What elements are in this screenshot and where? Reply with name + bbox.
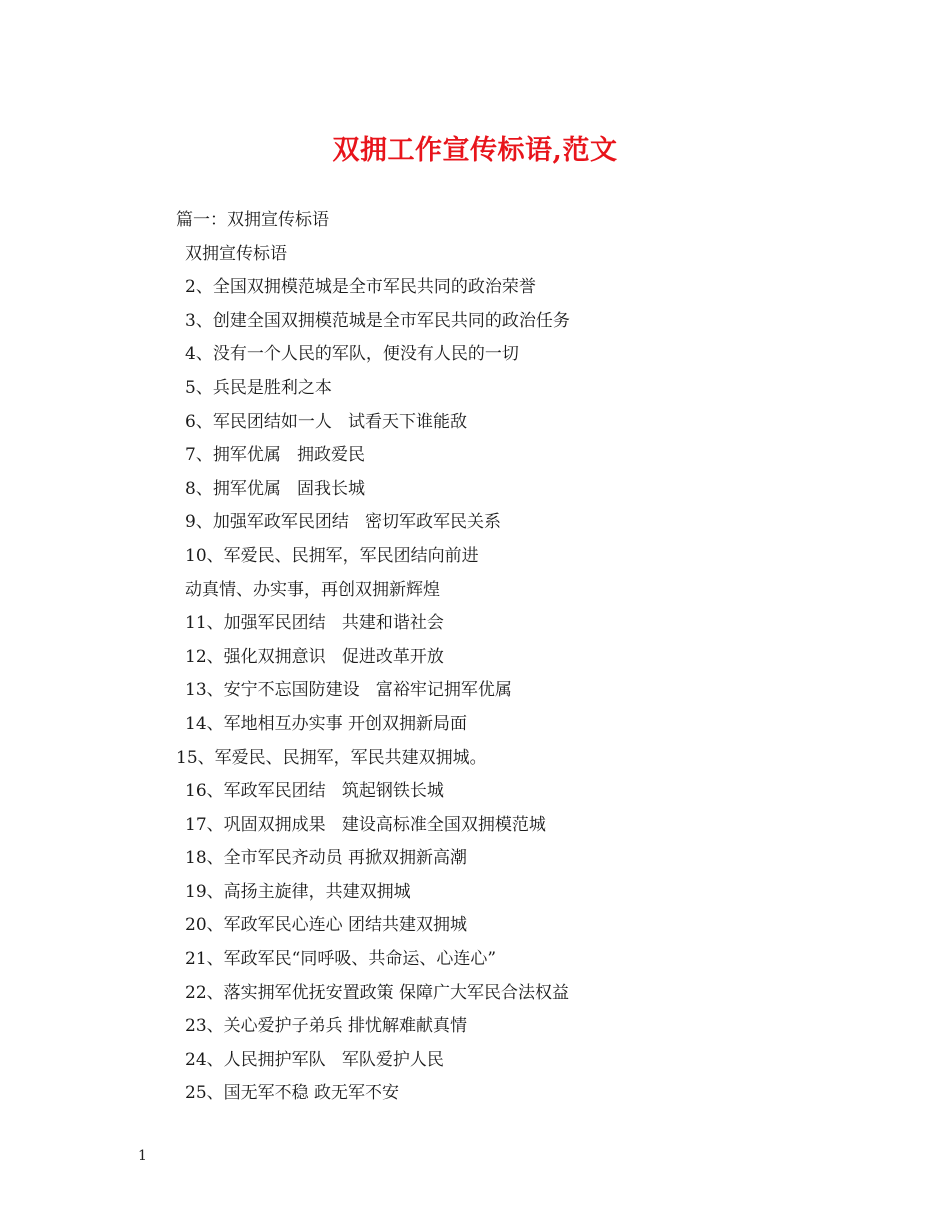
text-line: 双拥宣传标语 — [185, 243, 287, 264]
text-line: 20、军政军民心连心 团结共建双拥城 — [185, 915, 468, 936]
text-line: 12、强化双拥意识 促进改革开放 — [185, 646, 444, 667]
text-line: 8、拥军优属 固我长城 — [185, 478, 366, 499]
text-line: 7、拥军优属 拥政爱民 — [185, 445, 366, 466]
text-line: 13、安宁不忘国防建设 富裕牢记拥军优属 — [185, 680, 512, 701]
text-line: 11、加强军民团结 共建和谐社会 — [185, 613, 444, 634]
text-line: 4、没有一个人民的军队，便没有人民的一切 — [185, 344, 519, 365]
document-title: 双拥工作宣传标语,范文 — [332, 135, 618, 166]
text-line: 篇一：双拥宣传标语 — [176, 210, 329, 230]
slogan-list — [176, 204, 876, 1111]
text-line: 19、高扬主旋律，共建双拥城 — [185, 881, 411, 902]
text-line: 动真情、办实事，再创双拥新辉煌 — [185, 579, 440, 600]
text-line: 9、加强军政军民团结 密切军政军民关系 — [185, 512, 502, 533]
page-number: 1 — [138, 1148, 147, 1164]
text-line: 18、全市军民齐动员 再掀双拥新高潮 — [185, 848, 468, 869]
text-line: 23、关心爱护子弟兵 排忧解难献真情 — [185, 1016, 468, 1037]
text-line: 3、创建全国双拥模范城是全市军民共同的政治任务 — [185, 310, 570, 331]
text-line: 15、军爱民、民拥军，军民共建双拥城。 — [176, 747, 487, 768]
text-line: 16、军政军民团结 筑起钢铁长城 — [185, 781, 444, 802]
text-line: 17、巩固双拥成果 建设高标准全国双拥模范城 — [185, 814, 546, 835]
text-line: 5、兵民是胜利之本 — [185, 377, 332, 398]
text-line: 21、军政军民“同呼吸、共命运、心连心” — [185, 949, 497, 970]
text-line: 14、军地相互办实事 开创双拥新局面 — [185, 713, 468, 734]
text-line: 22、落实拥军优抚安置政策 保障广大军民合法权益 — [185, 982, 570, 1003]
text-line: 24、人民拥护军队 军队爱护人民 — [185, 1049, 444, 1070]
text-line: 6、军民团结如一人 试看天下谁能敌 — [185, 411, 468, 432]
text-line: 2、全国双拥模范城是全市军民共同的政治荣誉 — [185, 277, 536, 298]
text-line: 10、军爱民、民拥军，军民团结向前进 — [185, 545, 479, 566]
text-line: 25、国无军不稳 政无军不安 — [185, 1083, 400, 1104]
